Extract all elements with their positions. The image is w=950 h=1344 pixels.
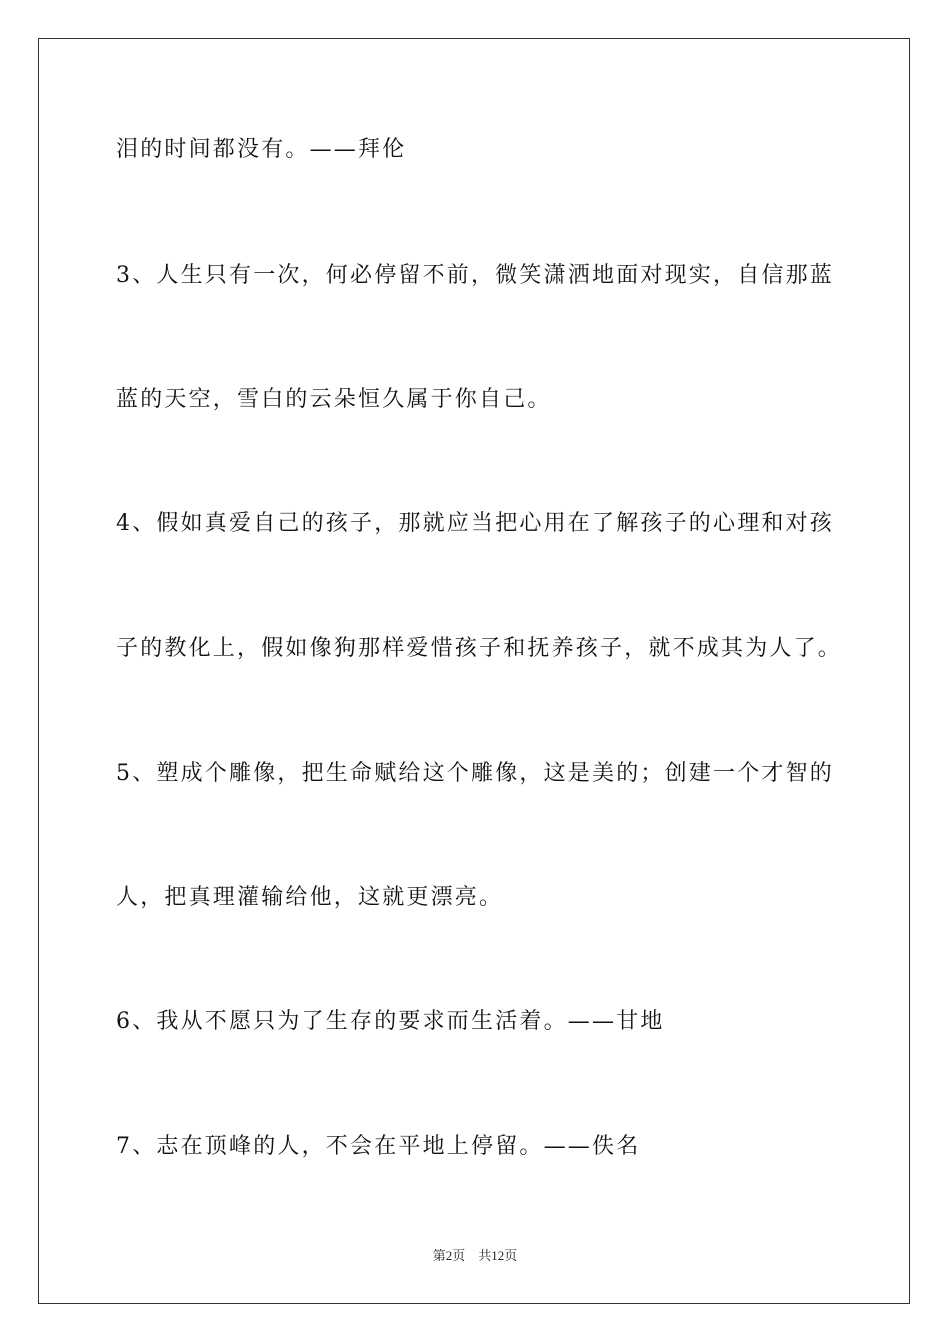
text-line-4: 4、假如真爱自己的孩子，那就应当把心用在了解孩子的心理和对孩 [116,511,834,536]
page-border [38,38,910,1304]
text-line-9: 7、志在顶峰的人，不会在平地上停留。——佚名 [116,1134,641,1159]
text-line-3: 蓝的天空，雪白的云朵恒久属于你自己。 [116,387,552,412]
text-line-1: 泪的时间都没有。——拜伦 [116,137,407,162]
page-total: 共12页 [478,1248,518,1263]
text-line-8: 6、我从不愿只为了生存的要求而生活着。——甘地 [116,1009,665,1034]
page-footer [0,1248,950,1264]
text-line-6: 5、塑成个雕像，把生命赋给这个雕像，这是美的；创建一个才智的 [116,761,834,786]
page-number: 第2页 [432,1248,466,1263]
text-line-5: 子的教化上，假如像狗那样爱惜孩子和抚养孩子，就不成其为人了。 [116,636,843,661]
text-line-2: 3、人生只有一次，何必停留不前，微笑潇洒地面对现实，自信那蓝 [116,263,834,288]
text-line-7: 人，把真理灌输给他，这就更漂亮。 [116,885,504,910]
